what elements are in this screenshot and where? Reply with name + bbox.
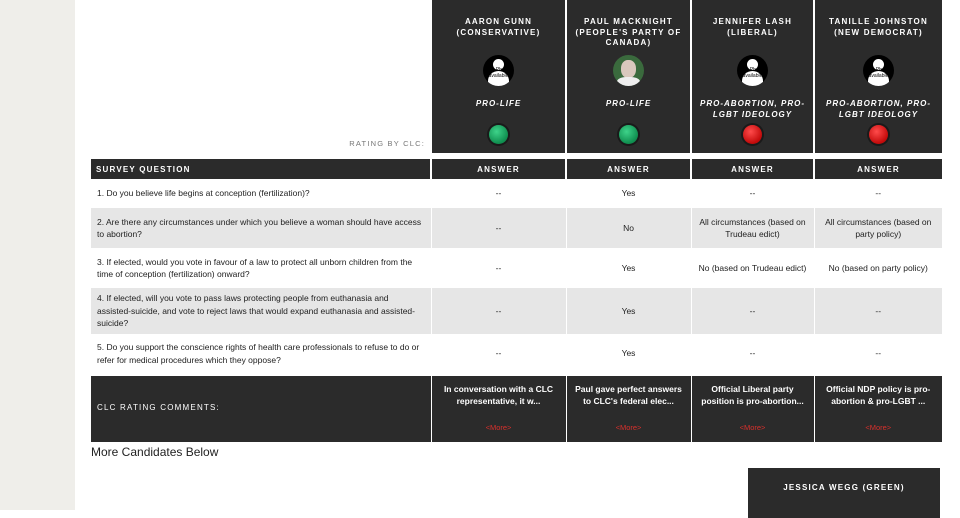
avatar (613, 55, 644, 86)
table-row (91, 208, 942, 248)
table-row (91, 248, 942, 288)
question-text: 2. Are there any circumstances under which you believe a woman should have access to abortion? (91, 208, 431, 248)
no-photo-text: No Photo available (742, 67, 763, 79)
answer-cell: Yes (566, 248, 691, 288)
answer-header: ANSWER (691, 159, 814, 179)
question-text: 3. If elected, would you vote in favour of a law to protect all unborn children from the time of conception (fertilization) onward? (91, 248, 431, 288)
candidate-card-jennifer-lash (692, 0, 813, 153)
rating-dot-green-icon (489, 125, 508, 144)
question-text: 4. If elected, will you vote to pass laws protecting people from euthanasia and assisted-suicide, and vote to reject laws that would expand euthanasia and assisted-suicide? (91, 288, 431, 334)
comments-row (91, 375, 942, 442)
answer-cell: -- (814, 334, 942, 375)
candidate-card-paul-macknight (567, 0, 690, 153)
answer-cell: No (566, 208, 691, 248)
voter-guide (91, 0, 942, 492)
comment-cell (566, 375, 691, 442)
comment-cell (431, 375, 566, 442)
answer-header: ANSWER (431, 159, 566, 179)
comment-cell (691, 375, 814, 442)
answer-cell: -- (691, 179, 814, 208)
candidate-name: PAUL MACKNIGHT (PEOPLE'S PARTY OF CANADA) (575, 17, 682, 47)
candidate-name: JENNIFER LASH (LIBERAL) (712, 17, 793, 37)
answer-header: ANSWER (814, 159, 942, 179)
comment-text: Paul gave perfect answers to CLC's federal elec... (575, 383, 682, 407)
answer-cell: Yes (566, 334, 691, 375)
answer-cell: -- (691, 288, 814, 334)
rating-dot-red-icon (743, 125, 762, 144)
more-link[interactable]: <More> (615, 422, 642, 432)
avatar (737, 55, 768, 86)
answer-cell: All circumstances (based on party policy) (814, 208, 942, 248)
comment-text: Official Liberal party position is pro-abortion... (701, 383, 804, 407)
answer-cell: -- (431, 179, 566, 208)
rating-dot-red-icon (869, 125, 888, 144)
candidate-position: PRO-ABORTION, PRO-LGBT IDEOLOGY (700, 99, 805, 119)
answer-cell: -- (814, 288, 942, 334)
candidate-card-aaron-gunn (432, 0, 565, 153)
no-photo-text: No Photo available (868, 67, 889, 79)
answer-cell: Yes (566, 179, 691, 208)
candidate-position: PRO-ABORTION, PRO-LGBT IDEOLOGY (826, 99, 931, 119)
rating-dot-green-icon (619, 125, 638, 144)
answer-cell: Yes (566, 288, 691, 334)
avatar (863, 55, 894, 86)
no-photo-text: No Photo available (488, 67, 509, 79)
candidate-name: JESSICA WEGG (GREEN) (783, 483, 905, 492)
left-gutter (0, 0, 75, 510)
comment-cell (814, 375, 942, 442)
candidate-name: AARON GUNN (CONSERVATIVE) (456, 17, 541, 37)
answer-cell: -- (431, 208, 566, 248)
question-text: 5. Do you support the conscience rights of health care professionals to refuse to do or refer for medical procedures which they oppose? (91, 334, 431, 375)
candidate-name: TANILLE JOHNSTON (NEW DEMOCRAT) (829, 17, 928, 37)
answer-cell: No (based on party policy) (814, 248, 942, 288)
comment-text: Official NDP policy is pro-abortion & pro-LGBT ... (826, 383, 931, 407)
answer-cell: -- (814, 179, 942, 208)
question-text: 1. Do you believe life begins at conception (fertilization)? (91, 179, 431, 208)
avatar (483, 55, 514, 86)
survey-table (91, 159, 942, 442)
more-link[interactable]: <More> (739, 422, 766, 432)
answer-cell: -- (431, 248, 566, 288)
answer-cell: -- (691, 334, 814, 375)
more-link[interactable]: <More> (485, 422, 512, 432)
answer-cell: -- (431, 334, 566, 375)
candidate-card-jessica-wegg (748, 468, 940, 518)
answer-cell: No (based on Trudeau edict) (691, 248, 814, 288)
more-link[interactable]: <More> (865, 422, 892, 432)
candidate-position: PRO-LIFE (475, 99, 522, 108)
answer-cell: -- (431, 288, 566, 334)
table-row (91, 179, 942, 208)
more-candidates-heading: More Candidates Below (91, 445, 219, 459)
candidate-card-tanille-johnston (815, 0, 942, 153)
answer-cell: All circumstances (based on Trudeau edict) (691, 208, 814, 248)
comment-text: In conversation with a CLC representative, it w... (443, 383, 554, 407)
candidate-position: PRO-LIFE (605, 99, 652, 108)
table-row (91, 334, 942, 375)
table-header-row (91, 159, 942, 179)
comments-label: CLC RATING COMMENTS: (91, 375, 431, 442)
rating-by-label: RATING BY CLC: (349, 139, 425, 148)
answer-header: ANSWER (566, 159, 691, 179)
candidate-header-row (91, 0, 942, 155)
survey-question-header: SURVEY QUESTION (91, 159, 431, 179)
table-row (91, 288, 942, 334)
